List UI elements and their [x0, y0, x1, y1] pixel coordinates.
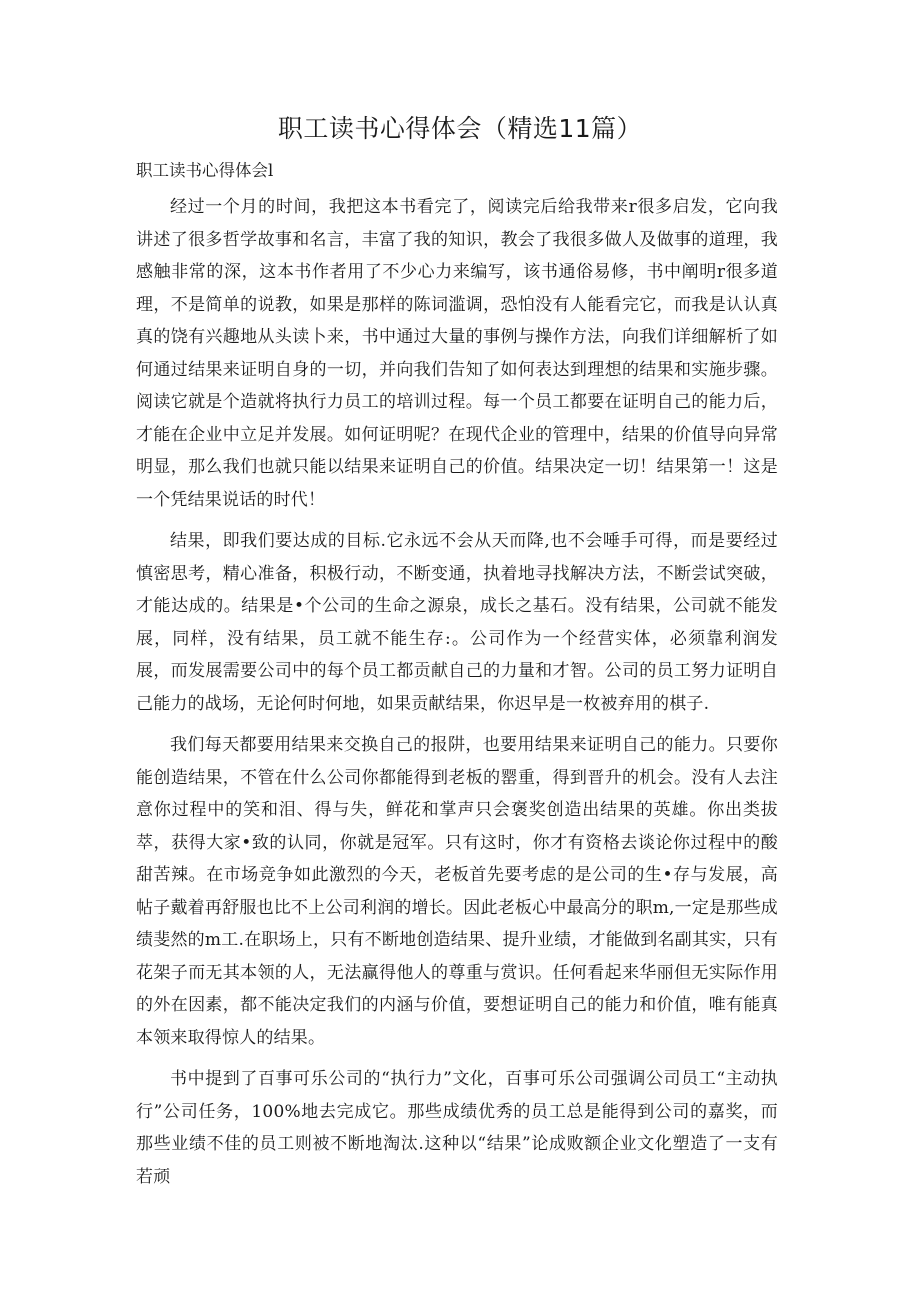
section-heading: 职工读书心得体会l	[136, 161, 274, 180]
paragraph-3: 我们每天都要用结果来交换自己的报阱，也要用结果来证明自己的能力。只要你能创造结果，不管在什么公司你都能得到老板的罂重，得到晋升的机会。没有人去注意你过程中的笑和泪、得与失，鲜花和掌声只会褒奖创造出结果的英雄。你出类拔萃，获得大家•致的认同，你就是冠军。只有这时，你才有资格去谈论你过程中的酸甜苦辣。在市场竞争如此激烈的今天，老板首先要考虑的是公司的生•存与发展，高帖子戴着再舒服也比不上公司利润的增长。因此老板心中最高分的职m,一定是那些成绩斐然的m工.在职场上，只有不断地创造结果、提升业绩，才能做到名副其实，只有花架子而无其本领的人，无法赢得他人的尊重与赏识。任何看起来华丽但无实际作用的外在因素，都不能决定我们的内涵与价值，要想证明自己的能力和价值，唯有能真本领来取得惊人的结果。	[136, 735, 778, 1048]
body-text	[136, 191, 778, 1202]
document-title: 职工读书心得体会（精选11篇）	[277, 114, 643, 143]
paragraph-2: 结果，即我们要达成的目标.它永远不会从天而降,也不会唾手可得，而是要经过慎密思考，精心准备，积极行动，不断变通，执着地寻找解决方法，不断尝试突破，才能达成的。结果是•个公司的生命之源泉，成长之基石。没有结果，公司就不能发展，同样，没有结果，员工就不能生存:。公司作为一个经营实体，必须靠利润发展，而发展需要公司中的每个员工都贡献自己的力量和才智。公司的员工努力证明自己能力的战场，无论何时何地，如果贡献结果，你迟早是一枚被弃用的棋子.	[136, 531, 778, 714]
paragraph-1: 经过一个月的时间，我把这本书看完了，阅读完后给我带来r很多启发，它向我讲述了很多哲学故事和名言，丰富了我的知识，教会了我很多做人及做事的道理，我感触非常的深，这本书作者用了不少心力来编写，该书通俗易修，书中阐明r很多道理，不是简单的说教，如果是那样的陈词滥调，恐怕没有人能看完它，而我是认认真真的饶有兴趣地从头读卜来，书中通过大量的事例与操作方法，向我们详细解析了如何通过结果来证明自身的一切，并向我们告知了如何表达到理想的结果和实施步骤。阅读它就是个造就将执行力员工的培训过程。每一个员工都要在证明自己的能力后，才能在企业中立足并发展。如何证明呢？在现代企业的管理中，结果的价值导向异常明显，那么我们也就只能以结果来证明自己的价值。结果决定一切！结果第一！这是一个凭结果说话的时代！	[136, 197, 778, 510]
paragraph-4: 书中提到了百事可乐公司的“执行力”文化，百事可乐公司强调公司员工“主动执行”公司任务，100%地去完成它。那些成绩优秀的员工总是能得到公司的嘉奖，而那些业绩不佳的员工则被不断地淘汰.这种以“结果”论成败额企业文化塑造了一支有若顽	[136, 1069, 778, 1187]
